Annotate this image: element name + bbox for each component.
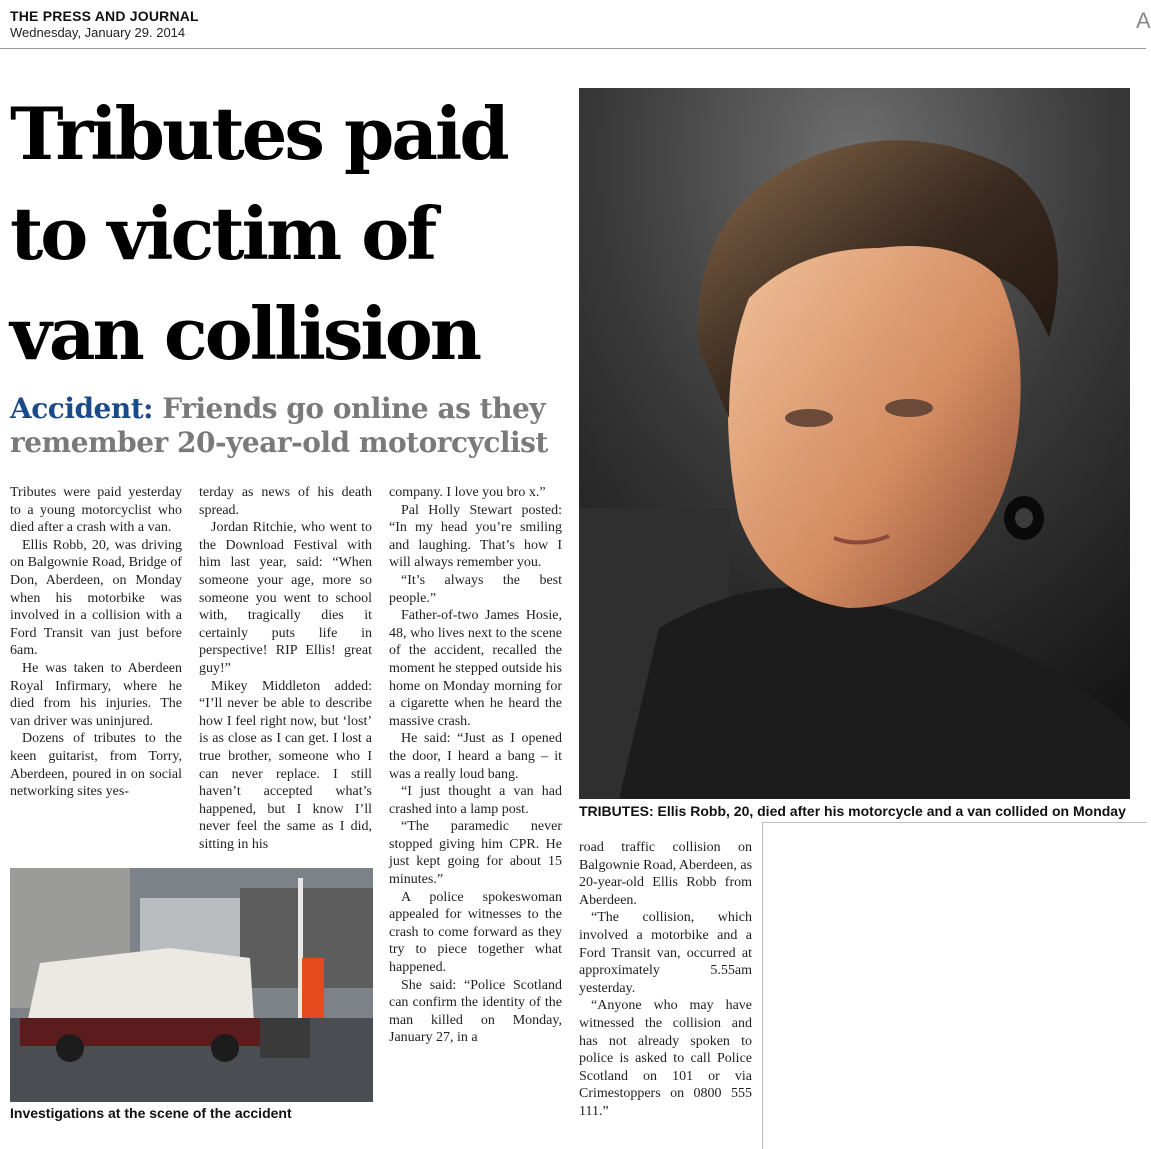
paragraph: “I just thought a van had crashed into a lamp post. bbox=[389, 784, 562, 817]
masthead: THE PRESS AND JOURNAL bbox=[10, 8, 199, 24]
article-column-3 bbox=[389, 484, 562, 1047]
blank-advert-space bbox=[762, 822, 1147, 1149]
paragraph: Mikey Middleton added: “I’ll never be able to describe how I feel right now, but ‘lost’ is as close as I can get. I lost a true brother, someone who I can never replace. I still haven’t accepted what’s happened, but I know I’ll never feel the same as I did, sitting in his bbox=[199, 678, 372, 852]
subhead-text: Friends go online as they remember 20-year-old motorcyclist bbox=[10, 392, 548, 459]
paragraph: He was taken to Aberdeen Royal Infirmary, where he died from his injuries. The van driver was uninjured. bbox=[10, 660, 182, 729]
paragraph: terday as news of his death spread. bbox=[199, 485, 372, 518]
scene-caption: Investigations at the scene of the accident bbox=[10, 1105, 292, 1121]
paragraph: Ellis Robb, 20, was driving on Balgownie Road, Bridge of Don, Aberdeen, on Monday when his motorbike was involved in a collision with a Ford Transit van just before 6am. bbox=[10, 537, 182, 659]
paragraph: Jordan Ritchie, who went to the Download Festival with him last year, said: “When someone your age, more so someone you went to school with, tragically dies it certainly puts life in perspective! RIP Ellis! great guy!” bbox=[199, 520, 372, 676]
paragraph: “The paramedic never stopped giving him CPR. He just kept going for about 15 minutes.” bbox=[389, 819, 562, 888]
paragraph: company. I love you bro x.” bbox=[389, 485, 546, 500]
dateline: Wednesday, January 29. 2014 bbox=[10, 25, 186, 40]
paragraph: Pal Holly Stewart posted: “In my head you’re smiling and laughing. That’s how I will always remember you. bbox=[389, 502, 562, 571]
paragraph: A police spokeswoman appealed for witnesses to the crash to come forward as they try to piece together what happened. bbox=[389, 889, 562, 976]
subhead-kicker: Accident: bbox=[10, 392, 153, 425]
header-rule bbox=[0, 48, 1146, 49]
paragraph: “Anyone who may have witnessed the collision and has not already spoken to police is asked to call Police Scotland on 101 or via Crimestoppers on 0800 555 111.” bbox=[579, 998, 752, 1119]
photo-caption: TRIBUTES: Ellis Robb, 20, died after his motorcycle and a van collided on Monday bbox=[579, 803, 1126, 819]
paragraph: Tributes were paid yesterday to a young motorcyclist who died after a crash with a van. bbox=[10, 485, 182, 536]
paragraph: “It’s always the best people.” bbox=[389, 572, 562, 606]
portrait-photo bbox=[579, 88, 1130, 799]
headline: Tributes paid to victim of van collision bbox=[10, 91, 507, 376]
paragraph: She said: “Police Scotland can confirm the identity of the man killed on Monday, January 27, in a bbox=[389, 977, 562, 1046]
paragraph: “The collision, which involved a motorbike and a Ford Transit van, occurred at approximately 5.55am yesterday. bbox=[579, 910, 752, 996]
paragraph: Father-of-two James Hosie, 48, who lives next to the scene of the accident, recalled the moment he stepped outside his home on Monday morning for a cigarette when he heard the massive crash. bbox=[389, 608, 562, 729]
paragraph: road traffic collision on Balgownie Road, Aberdeen, as 20-year-old Ellis Robb from Aberdeen. bbox=[579, 840, 753, 908]
article-column-2 bbox=[199, 484, 372, 853]
article-column-1 bbox=[10, 484, 182, 801]
scene-photo bbox=[10, 868, 373, 1102]
subhead bbox=[10, 392, 575, 460]
paragraph: Dozens of tributes to the keen guitarist, from Torry, Aberdeen, poured in on social networking sites yes- bbox=[10, 731, 182, 800]
page-edge-mark: A bbox=[1136, 8, 1151, 33]
article-column-4 bbox=[579, 839, 752, 1121]
paragraph: He said: “Just as I opened the door, I heard a bang – it was a really loud bang. bbox=[389, 731, 562, 782]
